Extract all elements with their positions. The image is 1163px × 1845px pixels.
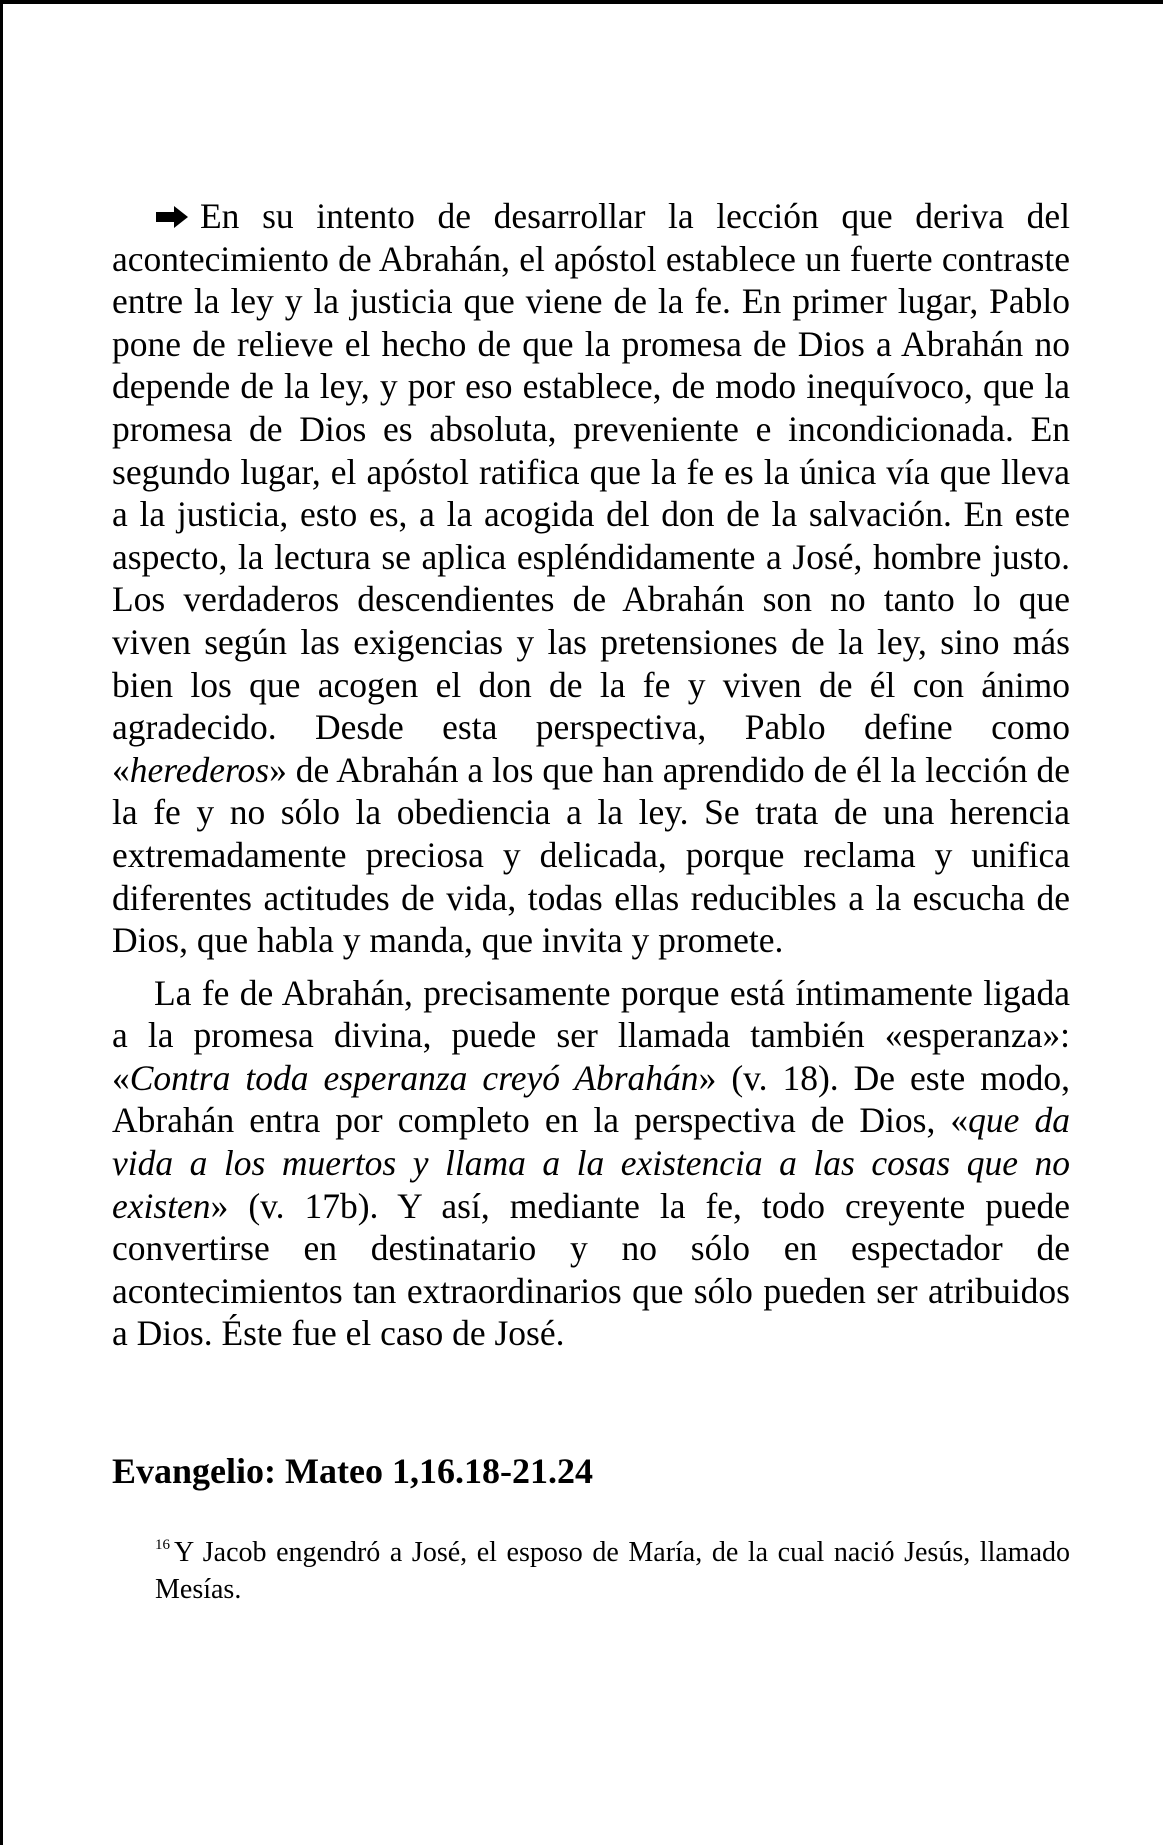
page-border-top — [0, 0, 1163, 4]
commentary-paragraph-1 — [112, 195, 1070, 962]
italic-quote: Contra toda esperanza creyó Abrahán — [129, 1057, 699, 1098]
italic-quote: que da vida a los muertos y llama a la existencia a las cosas que no existen — [112, 1100, 1070, 1226]
gospel-heading: Evangelio: Mateo 1,16.18-21.24 — [112, 1451, 593, 1492]
commentary-paragraph-2 — [112, 972, 1070, 1355]
paragraph-text: » (v. 17b). Y así, mediante la fe, todo creyente puede convertirse en destinatario y no sólo en espectador de acontecimientos tan extraordinarios que sólo pueden ser atribuidos a Dios. Éste fue el caso de José. — [112, 1185, 1070, 1354]
paragraph-text: En su intento de desarrollar la lección que deriva del acontecimiento de Abrahán, el apóstol establece un fuerte contraste entre la ley y la justicia que viene de la fe. En primer lugar, Pablo pone de relieve el hecho de que la promesa de Dios a Abrahán no depende de la ley, y por eso establece, de modo inequívoco, que la promesa de Dios es absoluta, preveniente e incondicionada. En segundo lugar, el apóstol ratifica que la fe es la única vía que lleva a la justicia, esto es, a la acogida del don de la salvación. En este aspecto, la lectura se aplica espléndidamente a José, hombre justo. Los verdaderos descendientes de Abrahán son no tanto lo que viven según las exigencias y las pretensiones de la ley, sino más bien los que acogen el don de la fe y viven de él con ánimo agradecido. Desde esta perspectiva, Pablo define como « — [112, 196, 1070, 790]
verse-number: 16 — [155, 1537, 170, 1554]
arrow-right-icon — [154, 204, 190, 230]
verse-text: Y Jacob engendró a José, el esposo de María, de la cual nació Jesús, llamado Mesías. — [155, 1537, 1070, 1606]
italic-term: herederos — [129, 749, 270, 790]
book-page — [112, 195, 1070, 1608]
page-border-left — [0, 0, 3, 1845]
paragraph-text: La fe de Abrahán, precisamente porque está íntimamente ligada a la promesa divina, puede ser llamada también «esperanza»: « — [112, 972, 1070, 1098]
gospel-verse — [112, 1527, 1070, 1608]
paragraph-text: » (v. 18). De este modo, Abrahán entra por completo en la perspectiva de Dios, « — [112, 1057, 1070, 1141]
paragraph-text: » de Abrahán a los que han aprendido de él la lección de la fe y no sólo la obediencia a la ley. Se trata de una herencia extremadamente preciosa y delicada, porque reclama y unifica diferentes actitudes de vida, todas ellas reducibles a la escucha de Dios, que habla y manda, que invita y promete. — [112, 749, 1070, 961]
